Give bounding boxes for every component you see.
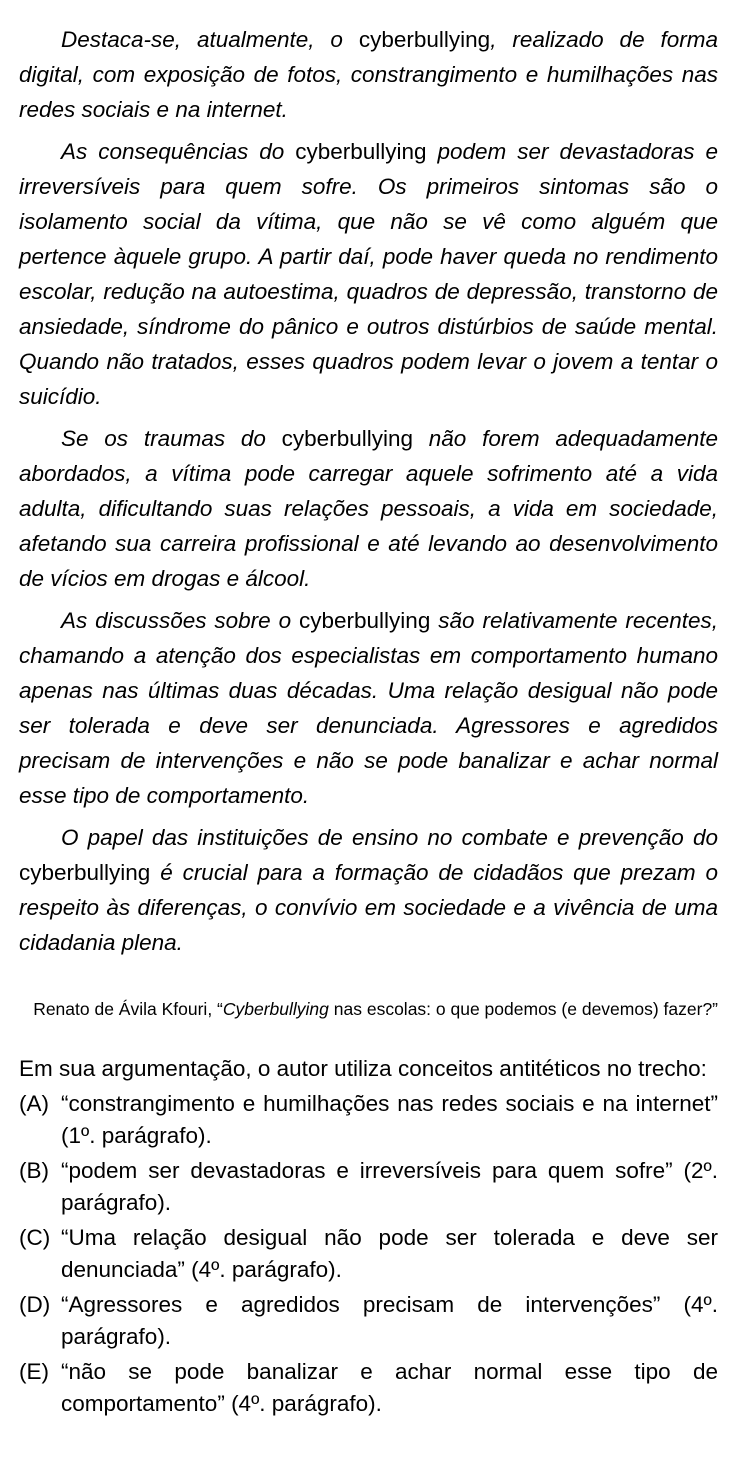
answer-option-a: [19, 1088, 718, 1152]
term-cyberbullying: cyberbullying: [295, 139, 427, 164]
paragraph-4: [19, 603, 718, 813]
answer-option-b: [19, 1155, 718, 1219]
option-letter: (B): [19, 1158, 49, 1183]
paragraph-1: [19, 22, 718, 127]
paragraph-3: [19, 421, 718, 596]
paragraph-text: é crucial para a formação de cidadãos que prezam o respeito às diferenças, o convívio em sociedade e a vivência de uma cidadania plena.: [19, 860, 718, 955]
paragraph-text: podem ser devastadoras e irreversíveis para quem sofre. Os primeiros sintomas são o isolamento social da vítima, que não se vê como alguém que pertence àquele grupo. A partir daí, pode haver queda no rendimento escolar, redução na autoestima, quadros de depressão, transtorno de ansiedade, síndrome do pânico e outros distúrbios de saúde mental. Quando não tratados, esses quadros podem levar o jovem a tentar o suicídio.: [19, 139, 718, 409]
question-stem: Em sua argumentação, o autor utiliza conceitos antitéticos no trecho:: [19, 1056, 707, 1081]
option-letter: (A): [19, 1091, 49, 1116]
source-title-italic: Cyberbullying: [222, 999, 329, 1019]
term-cyberbullying: cyberbullying: [281, 426, 413, 451]
paragraph-text: , realizado de forma digital, com exposição de fotos, constrangimento e humilhações nas redes sociais e na internet.: [19, 27, 719, 122]
answer-option-c: [19, 1222, 718, 1286]
option-text: “podem ser devastadoras e irreversíveis para quem sofre” (2º. parágrafo).: [61, 1158, 718, 1215]
paragraph-text: As discussões sobre o: [61, 608, 300, 633]
option-letter: (C): [19, 1225, 51, 1250]
paragraph-5: [19, 820, 718, 960]
option-text: “Agressores e agredidos precisam de intervenções” (4º. parágrafo).: [61, 1292, 718, 1349]
option-text: “constrangimento e humilhações nas redes sociais e na internet” (1º. parágrafo).: [61, 1091, 718, 1148]
option-text: “não se pode banalizar e achar normal esse tipo de comportamento” (4º. parágrafo).: [61, 1359, 718, 1416]
paragraph-text: não forem adequadamente abordados, a vítima pode carregar aquele sofrimento até a vida adulta, dificultando suas relações pessoais, a vida em sociedade, afetando sua carreira profissional e até levando ao desenvolvimento de vícios em drogas e álcool.: [19, 426, 719, 591]
paragraph-text: As consequências do: [61, 139, 296, 164]
option-text: “Uma relação desigual não pode ser tolerada e deve ser denunciada” (4º. parágrafo).: [61, 1225, 718, 1282]
paragraph-text: são relativamente recentes, chamando a atenção dos especialistas em comportamento humano apenas nas últimas duas décadas. Uma relação desigual não pode ser tolerada e deve ser denunciada. Agressores e agredidos precisam de intervenções e não se pode banalizar e achar normal esse tipo de comportamento.: [19, 608, 718, 808]
answer-options: [19, 1088, 718, 1420]
paragraph-text: O papel das instituições de ensino no combate e prevenção do: [61, 825, 718, 850]
paragraph-text: Se os traumas do: [61, 426, 282, 451]
source-title-rest: nas escolas: o que podemos (e devemos) fazer?”: [328, 999, 718, 1019]
answer-option-d: [19, 1289, 718, 1353]
paragraph-text: Destaca-se, atualmente, o: [61, 27, 359, 52]
option-letter: (D): [19, 1292, 51, 1317]
term-cyberbullying: cyberbullying: [19, 860, 151, 885]
paragraph-2: [19, 134, 718, 414]
document-page: [19, 22, 718, 1423]
answer-option-e: [19, 1356, 718, 1420]
option-letter: (E): [19, 1359, 49, 1384]
term-cyberbullying: cyberbullying: [358, 27, 491, 52]
text-body: [19, 22, 718, 960]
source-author: Renato de Ávila Kfouri, “: [33, 999, 223, 1019]
source-citation: [19, 996, 718, 1023]
term-cyberbullying: cyberbullying: [299, 608, 431, 633]
